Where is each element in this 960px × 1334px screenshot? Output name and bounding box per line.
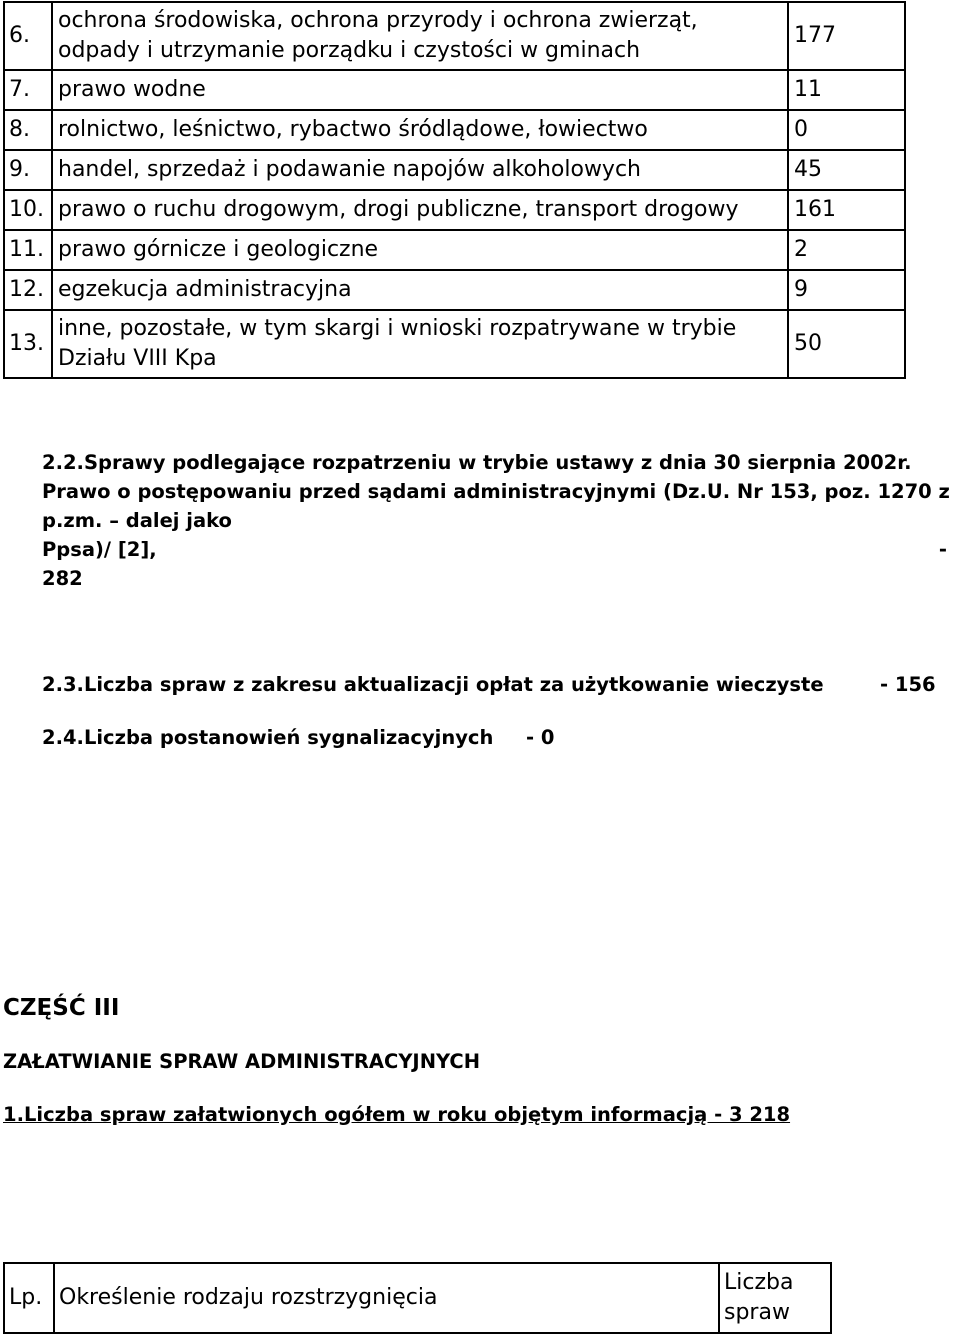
row-label: inne, pozostałe, w tym skargi i wnioski rozpatrywane w trybie Działu VIII Kpa	[52, 310, 788, 378]
table-row	[4, 150, 905, 190]
row-count: 45	[788, 150, 905, 190]
table-row	[4, 110, 905, 150]
row-number: 7.	[4, 70, 52, 110]
part-3-subheading: ZAŁATWIANIE SPRAW ADMINISTRACYJNYCH	[3, 1050, 481, 1073]
row-number: 8.	[4, 110, 52, 150]
row-label: rolnictwo, leśnictwo, rybactwo śródlądowe, łowiectwo	[52, 110, 788, 150]
section-2-2-line4-row	[42, 535, 957, 564]
row-count: 177	[788, 2, 905, 70]
col-lp-header: Lp.	[4, 1263, 54, 1333]
row-number: 6.	[4, 2, 52, 70]
table-row	[4, 190, 905, 230]
section-2-2-line3: p.zm. – dalej jako	[42, 509, 232, 532]
row-label: egzekucja administracyjna	[52, 270, 788, 310]
row-count: 9	[788, 270, 905, 310]
section-2-2-line1: 2.2.Sprawy podlegające rozpatrzeniu w trybie ustawy z dnia 30 sierpnia 2002r.	[42, 451, 912, 474]
col-desc-header: Określenie rodzaju rozstrzygnięcia	[54, 1263, 719, 1333]
row-label: prawo wodne	[52, 70, 788, 110]
row-label: handel, sprzedaż i podawanie napojów alkoholowych	[52, 150, 788, 190]
row-count: 11	[788, 70, 905, 110]
row-number: 12.	[4, 270, 52, 310]
row-count: 50	[788, 310, 905, 378]
row-label: prawo o ruchu drogowym, drogi publiczne, transport drogowy	[52, 190, 788, 230]
table-row	[4, 230, 905, 270]
table-row	[4, 270, 905, 310]
decisions-table	[3, 1262, 832, 1334]
row-number: 10.	[4, 190, 52, 230]
row-number: 9.	[4, 150, 52, 190]
row-label: prawo górnicze i geologiczne	[52, 230, 788, 270]
col-count-header: Liczba spraw	[719, 1263, 831, 1333]
section-2-4-label: 2.4.Liczba postanowień sygnalizacyjnych	[42, 726, 494, 749]
table-header-row	[4, 1263, 831, 1333]
section-2-4-value: - 0	[526, 726, 555, 749]
row-count: 161	[788, 190, 905, 230]
row-number: 13.	[4, 310, 52, 378]
table-row	[4, 310, 905, 378]
section-2-2-value: 282	[42, 567, 83, 590]
row-label: ochrona środowiska, ochrona przyrody i ochrona zwierząt, odpady i utrzymanie porządku i czystości w gminach	[52, 2, 788, 70]
section-2-2-line2: Prawo o postępowaniu przed sądami administracyjnymi (Dz.U. Nr 153, poz. 1270 z	[42, 480, 950, 503]
cases-table	[3, 1, 906, 379]
section-2-2	[42, 448, 957, 593]
table-row	[4, 2, 905, 70]
section-2-3-label: 2.3.Liczba spraw z zakresu aktualizacji opłat za użytkowanie wieczyste	[42, 673, 824, 696]
table-row	[4, 70, 905, 110]
part-3-item1: 1.Liczba spraw załatwionych ogółem w roku objętym informacją - 3 218	[3, 1103, 791, 1126]
row-number: 11.	[4, 230, 52, 270]
section-2-2-line4: Ppsa)/ [2],	[42, 538, 157, 561]
row-count: 2	[788, 230, 905, 270]
section-2-3-value: - 156	[880, 673, 936, 696]
row-count: 0	[788, 110, 905, 150]
part-3-heading: CZĘŚĆ III	[3, 995, 120, 1021]
section-2-2-dash: -	[938, 538, 947, 561]
